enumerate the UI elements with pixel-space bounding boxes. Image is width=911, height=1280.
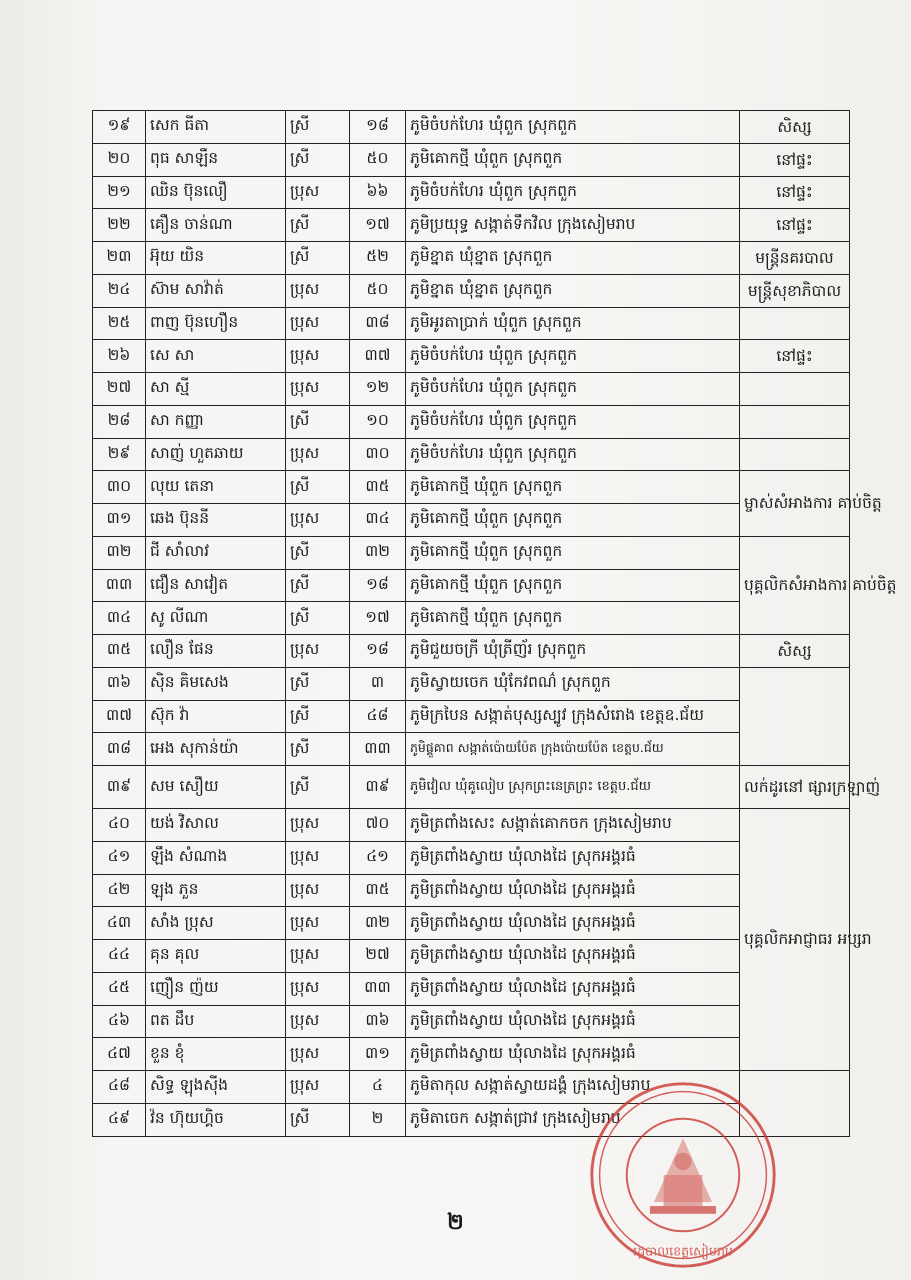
roster-body [93,111,897,1137]
row-number: ៣២ [93,536,146,569]
person-address: ភូមិត្រពាំងស្វាយ ឃុំលាងដៃ ស្រុកអង្គរធំ [406,907,740,940]
person-name: យង់ វិសាល [146,809,286,842]
person-sex: ប្រុស [286,1038,350,1071]
table-row [93,438,850,471]
person-name: លុយ តេនា [146,471,286,504]
row-number: ៣១ [93,504,146,537]
table-row [93,176,850,209]
person-name: សេ សា [146,340,286,373]
person-address: ភូមិត្រពាំងសេះ សង្កាត់គោកចក ក្រុងសៀមរាប [406,809,740,842]
person-name: ស៊ិន គិមសេង [146,667,286,700]
table-row [93,667,850,700]
person-sex: ប្រុស [286,1071,350,1104]
person-sex: ស្រី [286,1103,350,1136]
person-address: ភូមិតាកុល សង្កាត់ស្វាយដង្គំ ក្រុងសៀមរាប [406,1071,740,1104]
person-age: ៥០ [350,143,406,176]
person-age: ៥២ [350,242,406,275]
person-sex: ប្រុស [286,874,350,907]
person-sex: ប្រុស [286,809,350,842]
table-row [93,373,850,406]
person-age: ៣៧ [350,340,406,373]
person-name: សាញ់ ហួតឆាយ [146,438,286,471]
person-note: សិស្ស [740,111,850,144]
row-number: ៣៤ [93,602,146,635]
person-age: ២ [350,1103,406,1136]
person-address: ភូមិត្រពាំងស្វាយ ឃុំលាងដៃ ស្រុកអង្គរធំ [406,972,740,1005]
person-sex: ប្រុស [286,373,350,406]
person-age: ២៧ [350,940,406,973]
table-row [93,274,850,307]
table-row [93,569,850,602]
person-note: ម្ចាស់សំអាងការ គាប់ចិត្ត [740,471,850,537]
person-name: សេក ធីតា [146,111,286,144]
stamp-text: រដ្ឋបាលខេត្តសៀមរាប [633,1243,733,1259]
person-age: ៣៥ [350,874,406,907]
person-age: ៣៥ [350,471,406,504]
row-number: ៤៣ [93,907,146,940]
person-address: ភូមិចំបក់ហែរ ឃុំពួក ស្រុកពួក [406,340,740,373]
row-number: ៣៦ [93,667,146,700]
person-note: នៅផ្ទះ [740,176,850,209]
table-row [93,874,850,907]
person-age: ៥០ [350,274,406,307]
person-sex: ស្រី [286,471,350,504]
row-number: ២០ [93,143,146,176]
person-note-empty [740,373,850,406]
person-name: ស៊ុក វ៉ា [146,700,286,733]
row-number: ៤៤ [93,940,146,973]
person-note: នៅផ្ទះ [740,143,850,176]
table-row [93,111,850,144]
person-name: ពត ដឹប [146,1005,286,1038]
person-age: ១៨ [350,569,406,602]
person-name: ឡឹង សំណាង [146,841,286,874]
person-sex: ស្រី [286,667,350,700]
person-age: ១៨ [350,111,406,144]
table-row [93,1038,850,1071]
row-number: ៣៣ [93,569,146,602]
table-row [93,1005,850,1038]
person-name: ឈិន ប៊ុនលឿ [146,176,286,209]
row-number: ៤២ [93,874,146,907]
row-number: ២២ [93,209,146,242]
person-note: មន្ត្រីសុខាភិបាល [740,274,850,307]
person-address: ភូមិជួយចក្រី ឃុំត្រីញ័រ ស្រុកពួក [406,635,740,668]
table-row [93,242,850,275]
person-age: ១២ [350,373,406,406]
person-note-empty [740,438,850,471]
person-address: ភូមិប្រយុទ្ធ សង្កាត់ទឹកវិល ក្រុងសៀមរាប [406,209,740,242]
person-age: ៤ [350,1071,406,1104]
person-name: សូ លីណា [146,602,286,635]
person-note-empty [740,667,850,765]
person-age: ៣៤ [350,504,406,537]
person-note-empty [740,405,850,438]
person-sex: ប្រុស [286,841,350,874]
person-note: លក់ដូរនៅ ផ្សារក្រឡាញ់ [740,766,850,809]
person-age: ៣៣ [350,733,406,766]
person-age: ១៨ [350,635,406,668]
person-age: ៣៩ [350,766,406,809]
person-address: ភូមិត្រពាំងស្វាយ ឃុំលាងដៃ ស្រុកអង្គរធំ [406,1038,740,1071]
table-row [93,841,850,874]
person-address: ភូមិវៀល ឃុំគូលៀប ស្រុកព្រះនេត្រព្រះ ខេត្តប.ជ័យ [406,766,740,809]
official-seal-stamp [586,1078,780,1272]
roster-table [92,110,897,1137]
person-sex: ប្រុស [286,907,350,940]
person-sex: ស្រី [286,111,350,144]
person-sex: ប្រុស [286,274,350,307]
row-number: ៤៥ [93,972,146,1005]
table-row [93,733,850,766]
table-row [93,340,850,373]
person-address: ភូមិតាចេក សង្កាត់ជ្រាវ ក្រុងសៀមរាប [406,1103,740,1136]
person-address: ភូមិចំបក់ហែរ ឃុំពួក ស្រុកពួក [406,373,740,406]
person-address: ភូមិចំបក់ហែរ ឃុំពួក ស្រុកពួក [406,438,740,471]
person-name: សា កញ្ញា [146,405,286,438]
person-name: ពាញ ប៊ុនហឿន [146,307,286,340]
person-name: វ៉ន ហ៊ុយហ្គិច [146,1103,286,1136]
person-sex: ស្រី [286,700,350,733]
table-row [93,907,850,940]
person-note: នៅផ្ទះ [740,340,850,373]
person-age: ៧០ [350,809,406,842]
person-address: ភូមិគោកថ្មី ឃុំពួក ស្រុកពួក [406,536,740,569]
person-sex: ស្រី [286,569,350,602]
person-name: ស៊ាម សាវ៉ាត់ [146,274,286,307]
row-number: ៤៩ [93,1103,146,1136]
person-address: ភូមិអូរតាប្រាក់ ឃុំពួក ស្រុកពួក [406,307,740,340]
table-row [93,307,850,340]
person-age: ៣ [350,667,406,700]
row-number: ២៧ [93,373,146,406]
person-address: ភូមិស្វាយចេក ឃុំកែវពណ៌ ស្រុកពួក [406,667,740,700]
row-number: ១៩ [93,111,146,144]
person-address: ភូមិត្រពាំងស្វាយ ឃុំលាងដៃ ស្រុកអង្គរធំ [406,940,740,973]
person-sex: ប្រុស [286,1005,350,1038]
person-sex: ប្រុស [286,176,350,209]
person-sex: ប្រុស [286,438,350,471]
row-number: ៣៧ [93,700,146,733]
row-number: ២១ [93,176,146,209]
person-note-empty [740,307,850,340]
table-row [93,602,850,635]
person-name: ញឿន ញ៉យ [146,972,286,1005]
person-name: ពុធ សាឡឺន [146,143,286,176]
page-number: ២ [447,1210,464,1235]
person-sex: ស្រី [286,766,350,809]
person-age: ៤៨ [350,700,406,733]
person-sex: ស្រី [286,242,350,275]
person-sex: ស្រី [286,733,350,766]
person-address: ភូមិខ្នាត ឃុំខ្នាត ស្រុកពួក [406,242,740,275]
person-age: ៣៣ [350,972,406,1005]
person-note: មន្ត្រីនគរបាល [740,242,850,275]
row-number: ៣៩ [93,766,146,809]
person-age: ៦៦ [350,176,406,209]
table-row [93,809,850,842]
person-note: បុគ្គលិកសំអាងការ គាប់ចិត្ត [740,536,850,634]
person-note: បុគ្គលិកអាជ្ញាធរ អប្សរា [740,809,850,1071]
person-address: ភូមិចំបក់ហែរ ឃុំពួក ស្រុកពួក [406,405,740,438]
row-number: ២៨ [93,405,146,438]
person-age: ៣១ [350,1038,406,1071]
person-address: ភូមិត្រពាំងស្វាយ ឃុំលាងដៃ ស្រុកអង្គរធំ [406,841,740,874]
person-age: ៣២ [350,907,406,940]
person-age: ៣៦ [350,1005,406,1038]
row-number: ២៩ [93,438,146,471]
table-row [93,972,850,1005]
person-sex: ប្រុស [286,340,350,373]
table-row [93,471,850,504]
person-name: ឆេង ប៊ុននី [146,504,286,537]
person-age: ១៧ [350,602,406,635]
row-number: ៤៧ [93,1038,146,1071]
row-number: ២៤ [93,274,146,307]
person-name: ឡុង ភួន [146,874,286,907]
row-number: ៤៦ [93,1005,146,1038]
person-address: ភូមិខ្នាត ឃុំខ្នាត ស្រុកពួក [406,274,740,307]
table-row [93,766,850,809]
table-row [93,536,850,569]
person-address: ភូមិត្រពាំងស្វាយ ឃុំលាងដៃ ស្រុកអង្គរធំ [406,1005,740,1038]
row-number: ២៦ [93,340,146,373]
person-address: ភូមិចំបក់ហែរ ឃុំពួក ស្រុកពួក [406,176,740,209]
person-sex: ប្រុស [286,504,350,537]
row-number: ៤៨ [93,1071,146,1104]
row-number: ២៣ [93,242,146,275]
row-number: ៤១ [93,841,146,874]
table-row [93,635,850,668]
person-age: ៣០ [350,438,406,471]
person-sex: ស្រី [286,143,350,176]
person-sex: ប្រុស [286,635,350,668]
person-sex: ស្រី [286,602,350,635]
row-number: ៣៥ [93,635,146,668]
person-name: លឿន ផែន [146,635,286,668]
person-name: សម សឿយ [146,766,286,809]
row-number: ២៥ [93,307,146,340]
row-number: ៣០ [93,471,146,504]
person-sex: ស្រី [286,209,350,242]
person-address: ភូមិផ្គួគាព សង្កាត់ប៉ោយប៉ែត ក្រុងប៉ោយប៉ែត ខេត្តប.ជ័យ [406,733,740,766]
person-sex: ស្រី [286,536,350,569]
person-sex: ប្រុស [286,307,350,340]
person-sex: ស្រី [286,405,350,438]
person-address: ភូមិគោកថ្មី ឃុំពួក ស្រុកពួក [406,602,740,635]
person-sex: ប្រុស [286,972,350,1005]
person-age: ១០ [350,405,406,438]
person-age: ១៧ [350,209,406,242]
person-age: ៣២ [350,536,406,569]
person-address: ភូមិចំបក់ហែរ ឃុំពួក ស្រុកពួក [406,111,740,144]
table-row [93,209,850,242]
person-name: សាំង ប្រុស [146,907,286,940]
row-number: ៣៨ [93,733,146,766]
person-address: ភូមិត្រពាំងស្វាយ ឃុំលាងដៃ ស្រុកអង្គរធំ [406,874,740,907]
person-name: អេង សុកាន់យ៉ា [146,733,286,766]
person-address: ភូមិគោកថ្មី ឃុំពួក ស្រុកពួក [406,471,740,504]
table-row [93,504,850,537]
row-number: ៤០ [93,809,146,842]
person-name: ខួន ខុំ [146,1038,286,1071]
table-row [93,700,850,733]
person-address: ភូមិគោកថ្មី ឃុំពួក ស្រុកពួក [406,504,740,537]
person-name: គឿន ចាន់ណា [146,209,286,242]
person-address: ភូមិគោកថ្មី ឃុំពួក ស្រុកពួក [406,569,740,602]
person-note: សិស្ស [740,635,850,668]
person-age: ៤១ [350,841,406,874]
person-name: អ៊ុយ យិន [146,242,286,275]
table-row [93,143,850,176]
person-name: គុន គុល [146,940,286,973]
person-note: នៅផ្ទះ [740,209,850,242]
person-address: ភូមិក្របៃន សង្កាត់បុស្សស្បូវ ក្រុងសំរោង ខេត្តឧ.ជ័យ [406,700,740,733]
person-name: ជឿន សាវៀត [146,569,286,602]
person-address: ភូមិគោកថ្មី ឃុំពួក ស្រុកពួក [406,143,740,176]
table-row [93,940,850,973]
person-sex: ប្រុស [286,940,350,973]
person-name: ជី សាំលាវ [146,536,286,569]
person-age: ៣៨ [350,307,406,340]
person-name: សិទ្ធ ឡុងស៊ីង [146,1071,286,1104]
table-row [93,405,850,438]
person-name: សា ស្មី [146,373,286,406]
